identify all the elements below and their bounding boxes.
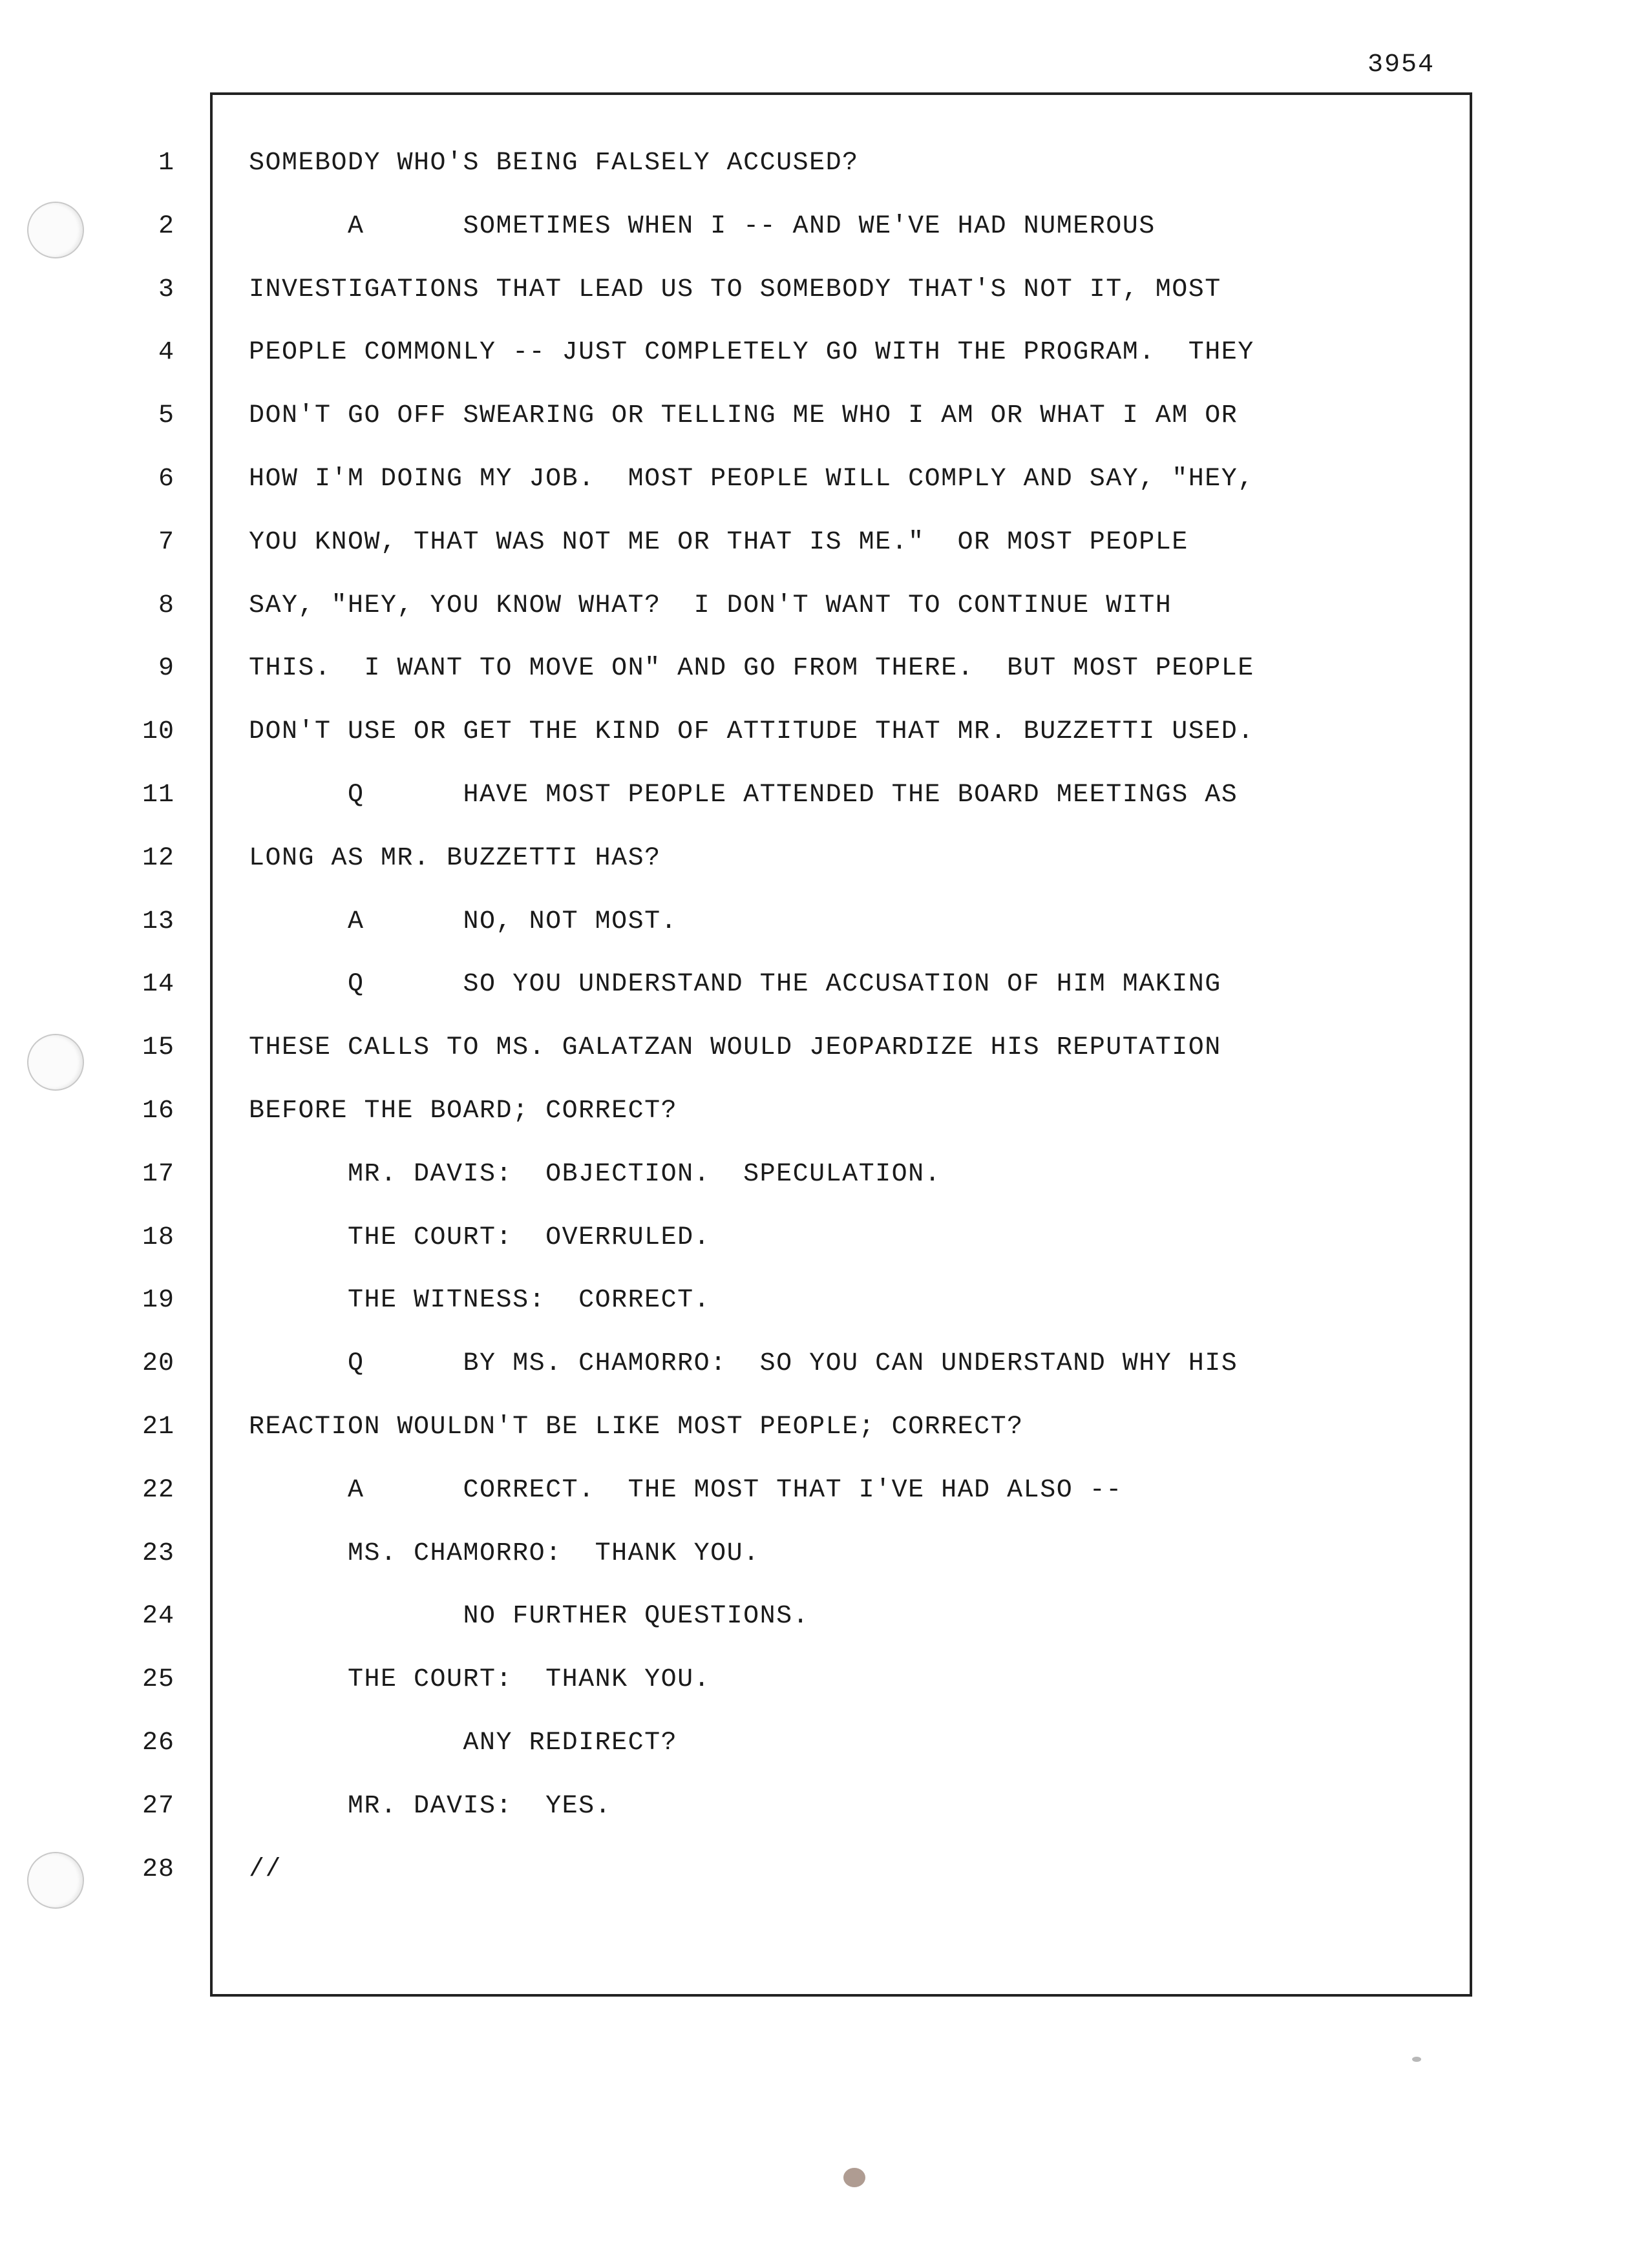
line-text: A NO, NOT MOST. (249, 907, 678, 936)
line-number: 8 (158, 591, 174, 620)
binder-hole-top (27, 202, 84, 258)
stain-mark (843, 2168, 865, 2187)
line-text: PEOPLE COMMONLY -- JUST COMPLETELY GO WITH THE PROGRAM. THEY (249, 338, 1254, 367)
line-text: LONG AS MR. BUZZETTI HAS? (249, 844, 661, 873)
binder-hole-bottom (27, 1852, 84, 1909)
page-number: 3954 (1367, 50, 1435, 79)
line-number: 13 (142, 907, 174, 936)
line-text: REACTION WOULDN'T BE LIKE MOST PEOPLE; CORRECT? (249, 1412, 1024, 1442)
line-text: // (249, 1855, 282, 1884)
scan-speck (1412, 2057, 1421, 2062)
line-number: 20 (142, 1349, 174, 1378)
binder-hole-middle (27, 1034, 84, 1091)
line-number: 10 (142, 717, 174, 746)
line-number: 5 (158, 401, 174, 430)
line-number: 22 (142, 1476, 174, 1505)
line-number: 17 (142, 1160, 174, 1189)
line-text: THE WITNESS: CORRECT. (249, 1286, 711, 1315)
line-number: 15 (142, 1033, 174, 1062)
line-text: THE COURT: OVERRULED. (249, 1223, 711, 1252)
line-text: SOMEBODY WHO'S BEING FALSELY ACCUSED? (249, 149, 859, 178)
line-text: NO FURTHER QUESTIONS. (249, 1602, 810, 1631)
line-number: 11 (142, 781, 174, 810)
line-number: 18 (142, 1223, 174, 1252)
line-number: 16 (142, 1097, 174, 1126)
line-text: SAY, "HEY, YOU KNOW WHAT? I DON'T WANT TO CONTINUE WITH (249, 591, 1172, 620)
line-text: A SOMETIMES WHEN I -- AND WE'VE HAD NUMEROUS (249, 212, 1156, 241)
line-number: 3 (158, 275, 174, 304)
line-number: 21 (142, 1412, 174, 1442)
line-text: MS. CHAMORRO: THANK YOU. (249, 1539, 760, 1568)
line-number: 28 (142, 1855, 174, 1884)
line-text: ANY REDIRECT? (249, 1728, 678, 1758)
line-text: A CORRECT. THE MOST THAT I'VE HAD ALSO -- (249, 1476, 1123, 1505)
line-text: DON'T USE OR GET THE KIND OF ATTITUDE THAT MR. BUZZETTI USED. (249, 717, 1254, 746)
line-text: YOU KNOW, THAT WAS NOT ME OR THAT IS ME." OR MOST PEOPLE (249, 528, 1188, 557)
line-number: 12 (142, 844, 174, 873)
line-number: 26 (142, 1728, 174, 1758)
line-number: 9 (158, 654, 174, 683)
line-text: Q SO YOU UNDERSTAND THE ACCUSATION OF HIM MAKING (249, 970, 1221, 999)
line-number: 1 (158, 149, 174, 178)
line-number: 6 (158, 465, 174, 494)
line-text: INVESTIGATIONS THAT LEAD US TO SOMEBODY THAT'S NOT IT, MOST (249, 275, 1221, 304)
line-number: 14 (142, 970, 174, 999)
line-text: THIS. I WANT TO MOVE ON" AND GO FROM THERE. BUT MOST PEOPLE (249, 654, 1254, 683)
line-text: Q BY MS. CHAMORRO: SO YOU CAN UNDERSTAND WHY HIS (249, 1349, 1238, 1378)
line-number: 2 (158, 212, 174, 241)
line-text: Q HAVE MOST PEOPLE ATTENDED THE BOARD MEETINGS AS (249, 781, 1238, 810)
line-number: 4 (158, 338, 174, 367)
line-text: DON'T GO OFF SWEARING OR TELLING ME WHO I AM OR WHAT I AM OR (249, 401, 1238, 430)
line-text: MR. DAVIS: YES. (249, 1792, 612, 1821)
line-text: BEFORE THE BOARD; CORRECT? (249, 1097, 678, 1126)
line-number: 27 (142, 1792, 174, 1821)
line-number: 19 (142, 1286, 174, 1315)
line-number: 23 (142, 1539, 174, 1568)
line-text: MR. DAVIS: OBJECTION. SPECULATION. (249, 1160, 942, 1189)
line-number: 25 (142, 1665, 174, 1694)
line-text: THESE CALLS TO MS. GALATZAN WOULD JEOPARDIZE HIS REPUTATION (249, 1033, 1221, 1062)
line-number: 7 (158, 528, 174, 557)
line-text: HOW I'M DOING MY JOB. MOST PEOPLE WILL COMPLY AND SAY, "HEY, (249, 465, 1254, 494)
line-number: 24 (142, 1602, 174, 1631)
line-text: THE COURT: THANK YOU. (249, 1665, 711, 1694)
